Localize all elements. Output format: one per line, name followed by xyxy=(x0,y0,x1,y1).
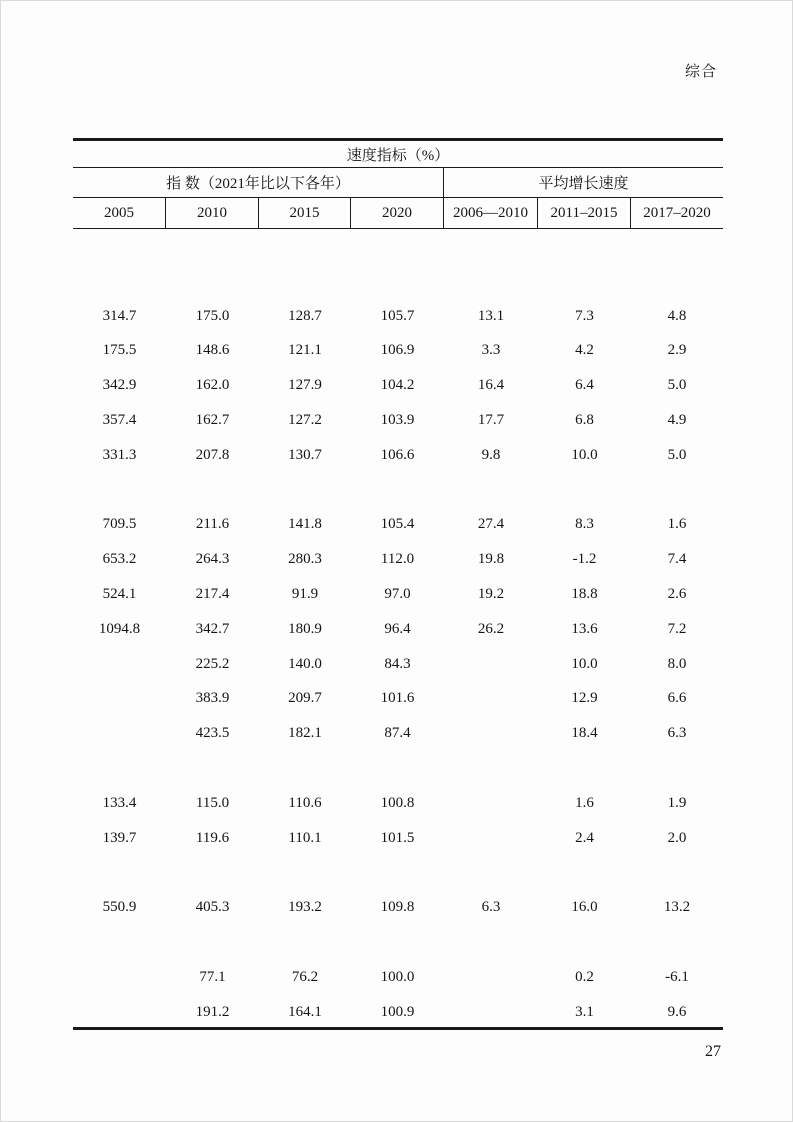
table-cell: 3.1 xyxy=(575,1003,594,1020)
table-cell xyxy=(444,960,538,995)
table-cell: 13.6 xyxy=(571,620,598,637)
table-cell: 524.1 xyxy=(102,586,137,603)
table-cell: 18.4 xyxy=(571,725,598,742)
table-cell: 342.7 xyxy=(195,620,230,637)
table-cell: 342.9 xyxy=(102,377,137,394)
table-row xyxy=(73,403,723,438)
table-cell: 3.3 xyxy=(481,342,501,359)
table-cell xyxy=(444,264,538,299)
table-cell xyxy=(351,856,444,891)
table-cell xyxy=(73,925,166,960)
table-cell: 164.1 xyxy=(288,1003,322,1020)
table-cell xyxy=(259,229,351,264)
table-cell: 130.7 xyxy=(288,446,322,463)
table-cell xyxy=(166,856,259,891)
column-header-2010: 2010 xyxy=(166,198,259,228)
table-row xyxy=(73,542,723,577)
table-cell: 225.2 xyxy=(195,655,230,672)
table-cell: 106.9 xyxy=(380,342,415,359)
table-cell xyxy=(631,229,723,264)
table-cell xyxy=(444,716,538,751)
table-cell: 13.2 xyxy=(663,899,691,916)
table-cell xyxy=(631,856,723,891)
table-column-header-row xyxy=(73,198,723,229)
table-cell xyxy=(259,264,351,299)
table-cell: 100.0 xyxy=(380,968,415,985)
table-cell xyxy=(166,264,259,299)
table-cell: 18.8 xyxy=(571,586,598,603)
table-cell: 16.0 xyxy=(571,899,598,916)
table-cell: 6.8 xyxy=(575,411,594,428)
table-cell: 119.6 xyxy=(195,829,230,846)
table-cell: 1.6 xyxy=(667,516,687,533)
table-cell xyxy=(166,925,259,960)
table-row xyxy=(73,299,723,334)
table-cell: 106.6 xyxy=(380,446,415,463)
table-cell: 10.0 xyxy=(571,446,598,463)
table-cell xyxy=(444,647,538,682)
table-cell: 139.7 xyxy=(102,829,137,846)
table-cell: 87.4 xyxy=(384,725,411,742)
table-cell xyxy=(166,229,259,264)
table-row xyxy=(73,786,723,821)
table-cell: 193.2 xyxy=(288,899,322,916)
table-cell: 423.5 xyxy=(195,725,230,742)
table-cell: 2.0 xyxy=(667,829,687,846)
table-cell: 8.3 xyxy=(575,516,594,533)
table-cell: 16.4 xyxy=(477,377,505,394)
table-cell xyxy=(73,682,166,717)
table-cell xyxy=(538,856,631,891)
table-cell xyxy=(444,925,538,960)
table-cell: 709.5 xyxy=(102,516,137,533)
table-cell xyxy=(444,229,538,264)
page-number: 27 xyxy=(705,1043,721,1060)
table-cell xyxy=(351,751,444,786)
table-cell: 148.6 xyxy=(195,342,230,359)
table-cell: 110.6 xyxy=(288,794,322,811)
table-cell xyxy=(538,264,631,299)
table-cell xyxy=(166,751,259,786)
table-body xyxy=(73,229,723,1030)
table-cell: 217.4 xyxy=(195,586,230,603)
table-cell: 209.7 xyxy=(288,690,322,707)
table-group-header-row xyxy=(73,168,723,198)
table-cell: 101.5 xyxy=(380,829,415,846)
table-row xyxy=(73,438,723,473)
table-cell xyxy=(538,229,631,264)
table-row xyxy=(73,508,723,543)
table-cell: 175.0 xyxy=(195,307,230,324)
table-cell: 84.3 xyxy=(384,655,411,672)
table-cell: 405.3 xyxy=(195,899,230,916)
statistics-table xyxy=(73,138,723,1030)
column-header-2011-2015: 2011–2015 xyxy=(538,198,631,228)
table-cell: 12.9 xyxy=(571,690,598,707)
table-cell: 140.0 xyxy=(288,655,322,672)
table-cell: 109.8 xyxy=(380,899,415,916)
table-cell: 97.0 xyxy=(384,586,411,603)
table-cell: 182.1 xyxy=(288,725,322,742)
table-cell: 101.6 xyxy=(380,690,415,707)
table-row xyxy=(73,821,723,856)
table-cell: 7.4 xyxy=(667,551,687,568)
table-row xyxy=(73,264,723,299)
table-cell: 6.6 xyxy=(667,690,687,707)
table-cell: 96.4 xyxy=(384,620,411,637)
table-cell: 105.7 xyxy=(380,307,415,324)
table-cell: 141.8 xyxy=(288,516,322,533)
table-cell: 100.9 xyxy=(380,1003,415,1020)
table-cell: 19.8 xyxy=(477,551,505,568)
table-cell xyxy=(444,856,538,891)
table-cell: 550.9 xyxy=(102,899,137,916)
table-cell xyxy=(631,264,723,299)
table-cell: 6.3 xyxy=(481,899,501,916)
column-header-2015: 2015 xyxy=(259,198,351,228)
table-cell xyxy=(351,229,444,264)
table-cell xyxy=(444,473,538,508)
table-row xyxy=(73,890,723,925)
table-cell xyxy=(73,647,166,682)
table-cell: -6.1 xyxy=(665,968,689,985)
table-cell: 77.1 xyxy=(199,968,226,985)
table-cell xyxy=(351,925,444,960)
table-cell xyxy=(73,751,166,786)
table-title: 速度指标（%） xyxy=(346,147,450,164)
table-cell: 7.2 xyxy=(667,620,687,637)
table-cell: 1094.8 xyxy=(98,620,141,637)
table-cell xyxy=(351,473,444,508)
table-cell xyxy=(259,751,351,786)
table-row xyxy=(73,925,723,960)
table-row xyxy=(73,856,723,891)
table-cell: 4.8 xyxy=(667,307,687,324)
table-row xyxy=(73,682,723,717)
table-cell: 128.7 xyxy=(288,307,322,324)
table-row xyxy=(73,716,723,751)
table-cell: 175.5 xyxy=(102,342,137,359)
table-cell: 13.1 xyxy=(477,307,505,324)
table-cell: 1.9 xyxy=(667,794,687,811)
table-row xyxy=(73,333,723,368)
table-cell: 4.9 xyxy=(667,411,687,428)
table-cell: 112.0 xyxy=(380,551,415,568)
table-cell: 264.3 xyxy=(195,551,230,568)
table-cell xyxy=(259,925,351,960)
table-cell: 127.9 xyxy=(288,377,322,394)
table-cell xyxy=(73,229,166,264)
table-row xyxy=(73,960,723,995)
table-row xyxy=(73,577,723,612)
table-cell: 17.7 xyxy=(477,411,505,428)
table-cell xyxy=(631,473,723,508)
table-cell: 2.9 xyxy=(667,342,687,359)
table-cell xyxy=(538,473,631,508)
table-cell xyxy=(73,716,166,751)
table-cell: 8.0 xyxy=(667,655,687,672)
table-cell: 6.3 xyxy=(667,725,687,742)
table-cell xyxy=(259,856,351,891)
table-row xyxy=(73,995,723,1030)
table-cell xyxy=(444,751,538,786)
table-row xyxy=(73,473,723,508)
table-cell: 91.9 xyxy=(291,586,319,603)
table-cell: 5.0 xyxy=(667,446,687,463)
table-cell xyxy=(538,925,631,960)
table-cell: 121.1 xyxy=(288,342,322,359)
table-cell xyxy=(73,960,166,995)
table-cell: 191.2 xyxy=(195,1003,230,1020)
table-cell: 19.2 xyxy=(477,586,505,603)
table-cell: 100.8 xyxy=(380,794,415,811)
table-title-row xyxy=(73,141,723,168)
table-cell: 105.4 xyxy=(380,516,415,533)
table-cell: 4.2 xyxy=(575,342,594,359)
table-cell xyxy=(444,682,538,717)
table-row xyxy=(73,751,723,786)
column-header-2020: 2020 xyxy=(351,198,444,228)
column-header-2006-2010: 2006—2010 xyxy=(444,198,538,228)
table-cell: 357.4 xyxy=(102,411,137,428)
table-cell: 653.2 xyxy=(102,551,137,568)
table-cell xyxy=(73,856,166,891)
table-cell xyxy=(259,473,351,508)
table-cell: 314.7 xyxy=(102,307,137,324)
table-cell xyxy=(73,264,166,299)
table-cell: 27.4 xyxy=(477,516,505,533)
table-cell: 211.6 xyxy=(195,516,230,533)
table-cell xyxy=(351,264,444,299)
table-cell: 76.2 xyxy=(291,968,319,985)
table-row xyxy=(73,612,723,647)
column-header-2005: 2005 xyxy=(73,198,166,228)
table-cell xyxy=(631,925,723,960)
table-row xyxy=(73,368,723,403)
table-cell: 127.2 xyxy=(288,411,322,428)
table-cell xyxy=(444,995,538,1030)
table-cell: 103.9 xyxy=(380,411,415,428)
table-cell xyxy=(73,473,166,508)
table-cell xyxy=(73,995,166,1030)
table-cell: 1.6 xyxy=(575,794,594,811)
table-cell: 383.9 xyxy=(195,690,230,707)
table-cell: 9.6 xyxy=(667,1003,687,1020)
table-cell: 2.4 xyxy=(575,829,594,846)
group-header-growth: 平均增长速度 xyxy=(538,176,629,192)
table-cell: 6.4 xyxy=(575,377,594,394)
table-cell xyxy=(631,751,723,786)
table-row xyxy=(73,647,723,682)
table-cell: 10.0 xyxy=(571,655,598,672)
table-cell xyxy=(538,751,631,786)
table-cell: 180.9 xyxy=(288,620,322,637)
table-cell: 133.4 xyxy=(102,794,137,811)
group-header-index: 指 数（2021年比以下各年） xyxy=(73,168,444,197)
table-cell: 104.2 xyxy=(380,377,415,394)
table-cell: 115.0 xyxy=(195,794,230,811)
table-cell: 207.8 xyxy=(195,446,230,463)
table-cell xyxy=(444,786,538,821)
section-label: 综合 xyxy=(684,64,717,80)
table-cell xyxy=(444,821,538,856)
table-cell: 280.3 xyxy=(288,551,322,568)
table-row xyxy=(73,229,723,264)
table-cell xyxy=(166,473,259,508)
table-cell: 2.6 xyxy=(667,586,687,603)
table-cell: 162.0 xyxy=(195,377,230,394)
table-cell: 5.0 xyxy=(667,377,687,394)
table-cell: 7.3 xyxy=(575,307,594,324)
table-cell: 331.3 xyxy=(102,446,137,463)
table-cell: 110.1 xyxy=(288,829,322,846)
table-cell: 162.7 xyxy=(195,411,230,428)
table-cell: 26.2 xyxy=(477,620,505,637)
table-cell: -1.2 xyxy=(572,551,597,568)
table-cell: 0.2 xyxy=(575,968,594,985)
table-cell: 9.8 xyxy=(481,446,501,463)
column-header-2017-2020: 2017–2020 xyxy=(643,204,711,221)
